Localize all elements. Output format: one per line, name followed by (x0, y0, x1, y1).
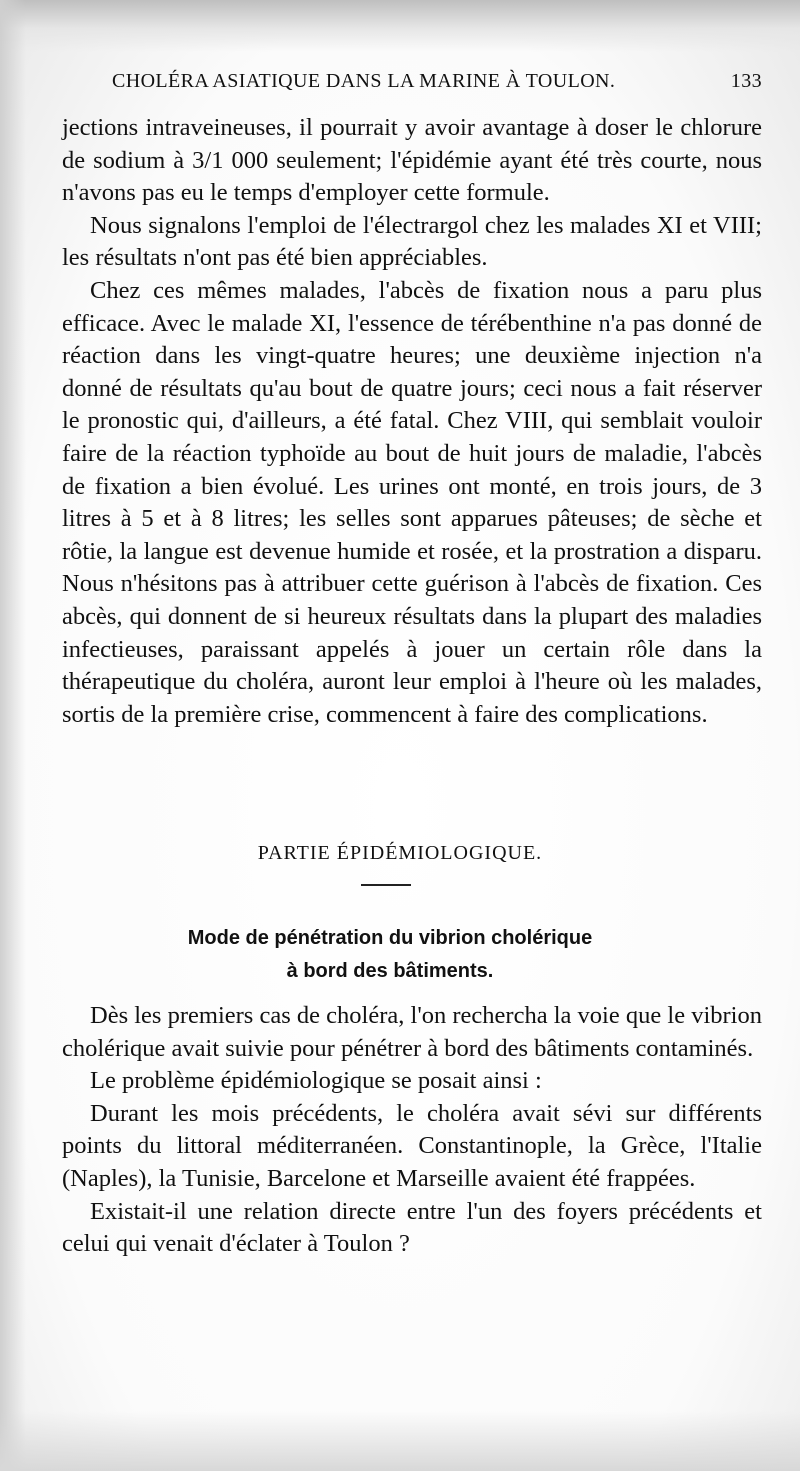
section-title: PARTIE ÉPIDÉMIOLOGIQUE. (257, 842, 543, 864)
paragraph-continuation: jections intraveineuses, il pourrait y avoir avantage à doser le chlorure de sodium à 3/1 000 seulement; l'épidémie ayant été très courte, nous n'avons pas eu le temps d'employer cette formule. (62, 114, 762, 207)
paragraph-premiers-cas: Dès les premiers cas de choléra, l'on rechercha la voie que le vibrion cholérique avait suivie pour pénétrer à bord des bâtiments contaminés. (62, 1002, 762, 1062)
running-title: CHOLÉRA ASIATIQUE DANS LA MARINE À TOULON. (112, 70, 616, 92)
subsection-title-line-2: à bord des bâtiments. (286, 960, 494, 982)
subsection-title (0, 922, 780, 988)
scan-shadow-bottom (0, 1411, 800, 1471)
subsection-title-line-1: Mode de pénétration du vibrion cholérique (187, 927, 593, 949)
running-head (62, 66, 762, 100)
paragraph-abces-fixation: Chez ces mêmes malades, l'abcès de fixation nous a paru plus efficace. Avec le malade XI, l'essence de térébenthine n'a pas donné de réaction dans les vingt-quatre heures; une deuxième injection n'a donné de résultats qu'au bout de quatre jours; ceci nous a fait réserver le pronostic qui, d'ailleurs, a été fatal. Chez VIII, qui semblait vouloir faire de la réaction typhoïde au bout de huit jours de maladie, l'abcès de fixation a bien évolué. Les urines ont monté, en trois jours, de 3 litres à 5 et à 8 litres; les selles sont apparues pâteuses; de sèche et rôtie, la langue est devenue humide et rosée, et la prostration a disparu. Nous n'hésitons pas à attribuer cette guérison à l'abcès de fixation. Ces abcès, qui donnent de si heureux résultats dans la plupart des maladies infectieuses, paraissant appelés à jouer un certain rôle dans la thérapeutique du choléra, auront leur emploi à l'heure où les malades, sortis de la première crise, commencent à faire des complications. (62, 276, 762, 728)
paragraph-relation-directe: Existait-il une relation directe entre l'un des foyers précédents et celui qui venait d'éclater à Toulon ? (62, 1197, 762, 1258)
page-number: 133 (730, 70, 762, 92)
paragraph-probleme: Le problème épidémiologique se posait ainsi : (90, 1067, 542, 1095)
body-text-after-section (62, 1000, 762, 1261)
scan-shadow-top (0, 0, 800, 52)
body-text-before-section (62, 112, 762, 731)
paragraph-mois-precedents: Durant les mois précédents, le choléra avait sévi sur différents points du littoral méditerranéen. Constantinople, la Grèce, l'Italie (Naples), la Tunisie, Barcelone et Marseille avaient été frappées. (62, 1099, 762, 1192)
scan-shadow-left (0, 0, 26, 1471)
paragraph-electrargol: Nous signalons l'emploi de l'électrargol chez les malades XI et VIII; les résultats n'ont pas été bien appréciables. (62, 211, 762, 272)
section-rule (361, 884, 411, 886)
